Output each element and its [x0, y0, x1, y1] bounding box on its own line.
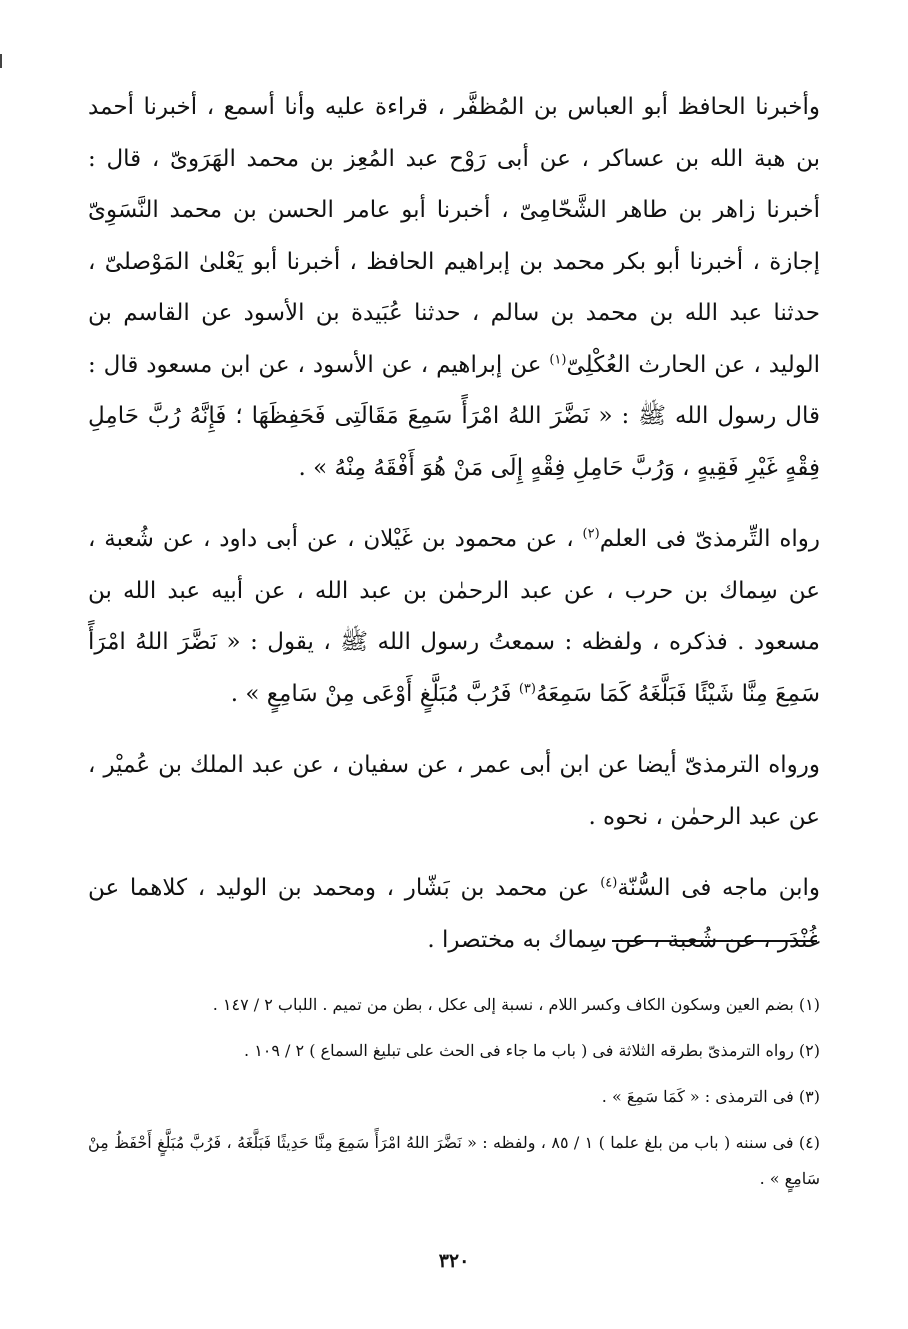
footnote-ref[interactable]: (٣): [518, 680, 536, 696]
footnote-3: (٣) فى الترمذى : « كَمَا سَمِعَ » .: [601, 1087, 820, 1106]
paragraph-3: [88, 740, 820, 843]
footnote-4: (٤) فى سننه ( باب من بلغ علما ) ١ / ٨٥ ، ولفظه : « نَضَّرَ اللهُ امْرَأً سَمِعَ مِنَّا حَدِيثًا فَبَلَّغَهُ ، فَرُبَّ مُبَلَّغٍ أَحْفَظُ مِنْ سَامِعٍ » .: [88, 1133, 821, 1188]
paragraph-text: عن إبراهيم ، عن الأسود ، عن ابن مسعود قال : قال رسول الله ﷺ : « نَضَّرَ اللهُ امْرَأً سَمِعَ مَقَالَتِى فَحَفِظَهَا ؛ فَإِنَّهُ رُبَّ حَامِلِ فِقْهٍ غَيْرِ فَقِيهٍ ، وَرُبَّ حَامِلِ فِقْهٍ إِلَى مَنْ هُوَ أَفْقَهُ مِنْهُ » .: [88, 351, 820, 481]
paragraph-text: ، عن محمود بن غَيْلان ، عن أبى داود ، عن شُعبة ، عن سِماك بن حرب ، عن عبد الرحمٰن بن عبد الله ، عن أبيه عبد الله بن مسعود . فذكره ، ولفظه : سمعتُ رسول الله ﷺ ، يقول : « نَضَّرَ اللهُ امْرَأً سَمِعَ مِنَّا شَيْئًا فَبَلَّغَهُ كَمَا سَمِعَهُ: [88, 526, 820, 707]
page-number: ٣٢٠: [438, 1250, 470, 1272]
main-text: [88, 82, 820, 966]
footnotes: [88, 987, 820, 1207]
paragraph-text: فَرُبَّ مُبَلَّغٍ أَوْعَى مِنْ سَامِعٍ » .: [230, 680, 519, 707]
paragraph-text: رواه التِّرمذىّ فى العلم: [599, 526, 820, 552]
paragraph-text: وأخبرنا الحافظ أبو العباس بن المُظفَّر ، قراءة عليه وأنا أسمع ، أخبرنا أحمد بن هبة الله بن عساكر ، عن أبى رَوْح عبد المُعِز بن محمد الهَرَوىّ ، قال : أخبرنا زاهر بن طاهر الشَّحّامِىّ ، أخبرنا أبو عامر الحسن بن محمد النَّسَوِىّ إجازة ، أخبرنا أبو بكر محمد بن إبراهيم الحافظ ، أخبرنا أبو يَعْلىٰ المَوْصلىّ ، حدثنا عبد الله بن محمد بن سالم ، حدثنا عُبَيدة بن الأسود عن القاسم بن الوليد ، عن الحارث العُكْلِىّ: [88, 94, 821, 378]
paragraph-text: عن محمد بن بَشّار ، ومحمد بن الوليد ، كلاهما عن غُنْدَر ، عن شُعبة ، عن سِماك به مختصرا .: [88, 875, 820, 953]
paragraph-4: [88, 863, 820, 966]
paragraph-text: وابن ماجه فى السُّنّة: [617, 875, 820, 901]
paragraph-text: ورواه الترمذىّ أيضا عن ابن أبى عمر ، عن سفيان ، عن عبد الملك بن عُميْر ، عن عبد الرحمٰن ، نحوه .: [88, 752, 820, 830]
footnote-1: (١) بضم العين وسكون الكاف وكسر اللام ، نسبة إلى عكل ، بطن من تميم . اللباب ٢ / ١٤٧ .: [212, 995, 820, 1014]
scan-edge-mark: [0, 54, 2, 68]
paragraph-2: [88, 514, 820, 720]
footnote-ref[interactable]: (١): [549, 351, 567, 367]
paragraph-1: [88, 82, 820, 494]
footnote-divider: [612, 940, 817, 942]
footnote-2: (٢) رواه الترمذىّ بطرقه الثلاثة فى ( باب ما جاء فى الحث على تبليغ السماع ) ٢ / ١٠٩ .: [244, 1041, 820, 1060]
footnote-ref[interactable]: (٤): [600, 875, 618, 891]
footnote-ref[interactable]: (٢): [582, 526, 600, 542]
